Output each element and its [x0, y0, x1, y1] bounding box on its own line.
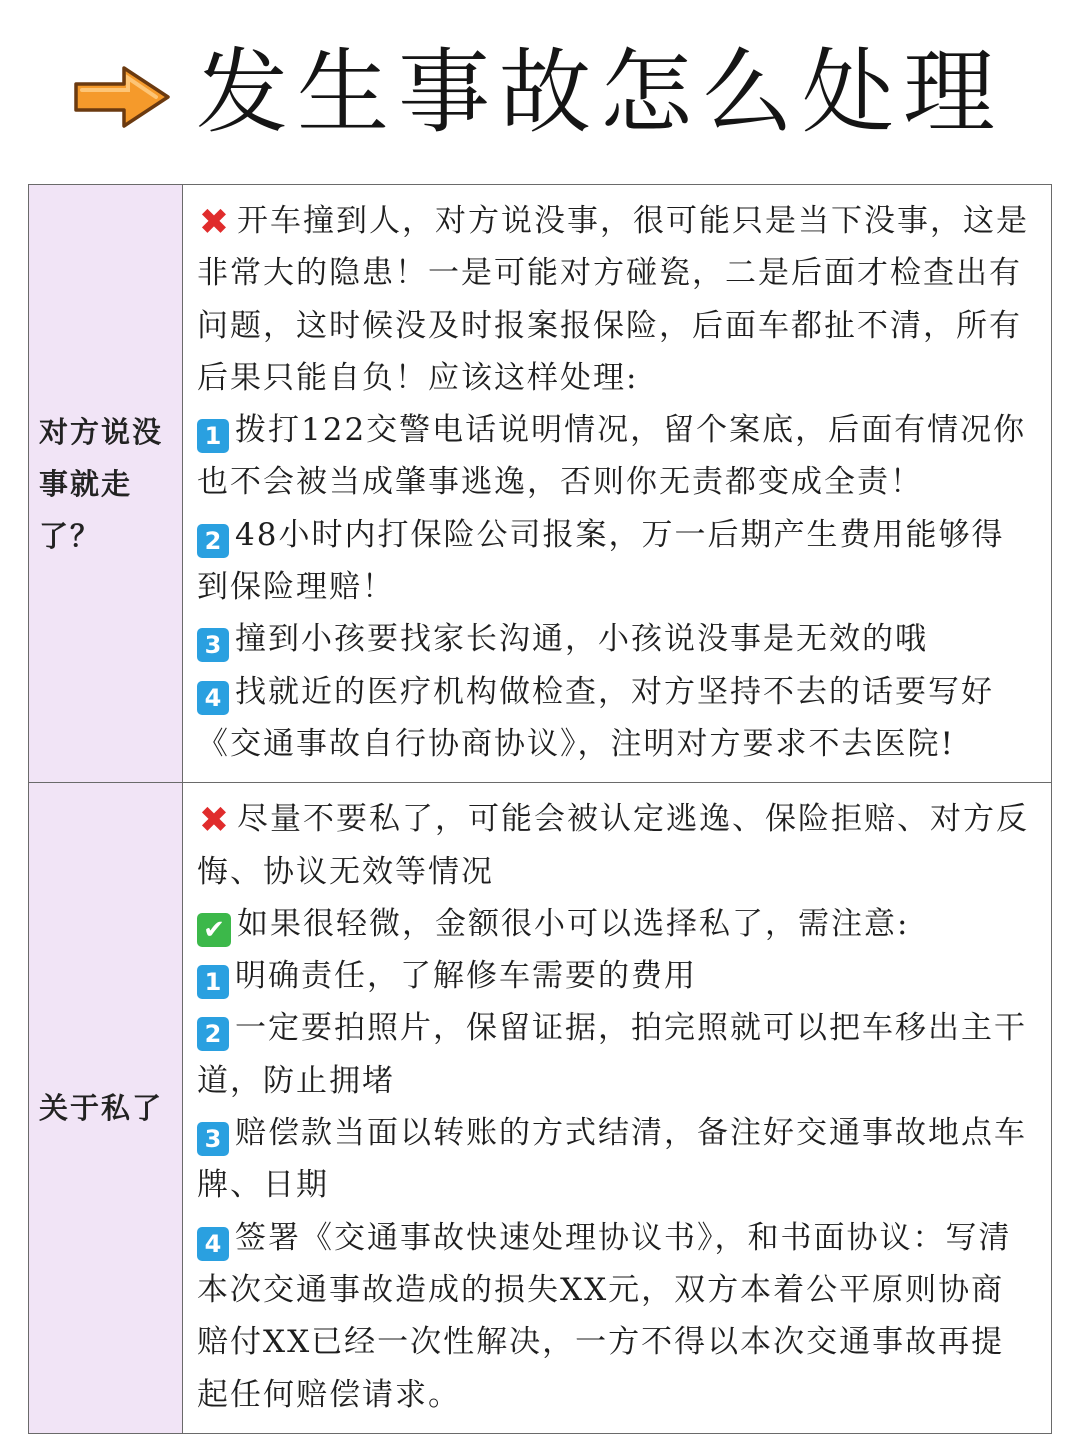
arrow-right-icon [72, 62, 172, 132]
header [0, 0, 1080, 184]
check-mark-icon: ✔ [197, 913, 231, 947]
list-item [197, 793, 1037, 898]
list-item [197, 898, 1037, 950]
list-item [197, 613, 1037, 665]
list-item [197, 509, 1037, 614]
list-item [197, 404, 1037, 509]
list-item [197, 1107, 1037, 1212]
number-keycap-icon: 3 [197, 628, 229, 662]
row-content [183, 783, 1052, 1434]
item-text: 找就近的医疗机构做检查，对方坚持不去的话要写好《交通事故自行协商协议》，注明对方要求不去医院! [197, 673, 994, 762]
item-text: 签署《交通事故快速处理协议书》，和书面协议：写清本次交通事故造成的损失XX元，双方本着公平原则协商赔付XX已经一次性解决，一方不得以本次交通事故再提起任何赔偿请求。 [197, 1219, 1012, 1413]
item-text: 拨打122交警电话说明情况，留个案底，后面有情况你也不会被当成肇事逃逸，否则你无责都变成全责！ [197, 412, 1027, 501]
table-row [29, 783, 1052, 1434]
list-item [197, 195, 1037, 404]
number-keycap-icon: 2 [197, 1017, 229, 1051]
row-content [183, 185, 1052, 783]
info-table [28, 184, 1052, 1434]
table-row [29, 185, 1052, 783]
item-text: 撞到小孩要找家长沟通，小孩说没事是无效的哦 [235, 621, 928, 658]
item-text: 尽量不要私了，可能会被认定逃逸、保险拒赔、对方反悔、协议无效等情况 [197, 801, 1029, 890]
item-text: 如果很轻微，金额很小可以选择私了，需注意: [237, 905, 910, 942]
item-text: 开车撞到人，对方说没事，很可能只是当下没事，这是非常大的隐患！一是可能对方碰瓷，二是后面才检查出有问题，这时候没及时报案报保险，后面车都扯不清，所有后果只能自负！应该这样处理: [197, 203, 1029, 396]
list-item [197, 666, 1037, 771]
item-text: 一定要拍照片，保留证据，拍完照就可以把车移出主干道，防止拥堵 [197, 1010, 1027, 1099]
item-text: 明确责任，了解修车需要的费用 [235, 958, 697, 995]
list-item [197, 950, 1037, 1002]
row-label: 对方说没事就走了？ [29, 185, 183, 783]
cross-mark-icon: ✖ [198, 202, 230, 243]
number-keycap-icon: 4 [197, 1227, 229, 1261]
list-item [197, 1002, 1037, 1107]
row-label: 关于私了 [29, 783, 183, 1434]
page-title: 发生事故怎么处理 [196, 39, 1005, 146]
number-keycap-icon: 3 [197, 1122, 229, 1156]
number-keycap-icon: 1 [197, 419, 229, 453]
cross-mark-icon: ✖ [198, 800, 230, 842]
number-keycap-icon: 4 [197, 681, 229, 715]
number-keycap-icon: 2 [197, 524, 229, 558]
item-text: 48小时内打保险公司报案，万一后期产生费用能够得到保险理赔！ [197, 516, 1005, 606]
list-item [197, 1212, 1037, 1421]
item-text: 赔偿款当面以转账的方式结清，备注好交通事故地点车牌、日期 [197, 1115, 1027, 1204]
number-keycap-icon: 1 [197, 965, 229, 999]
